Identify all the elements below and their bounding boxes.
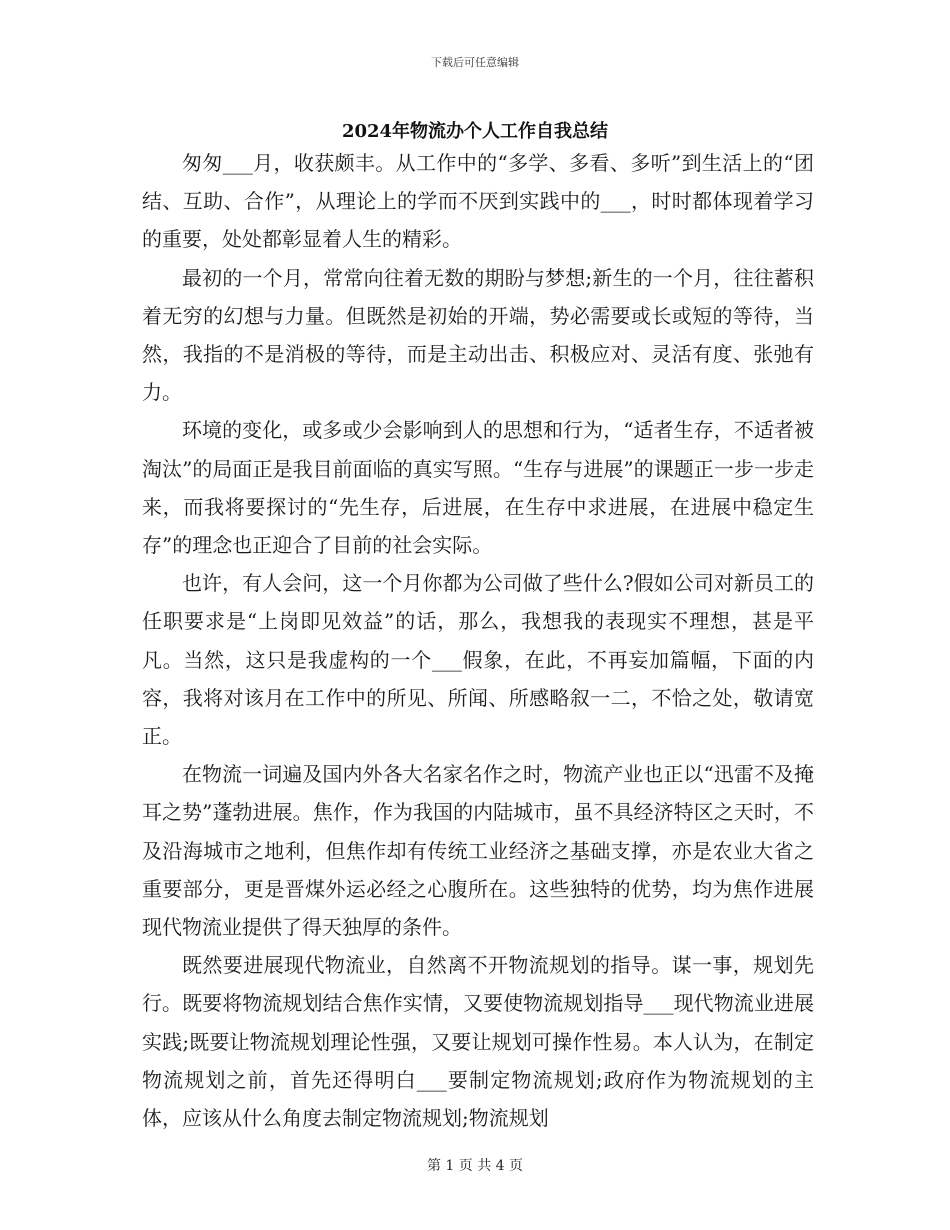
paragraph: 最初的一个月，常常向往着无数的期盼与梦想;新生的一个月，往往蓄积着无穷的幻想与力量。但既然是初始的开端，势必需要或长或短的等待，当然，我指的不是消极的等待，而是主动出击、积极应对、灵活有度、张弛有力。 — [142, 265, 814, 405]
paragraph: 环境的变化，或多或少会影响到人的思想和行为，“适者生存，不适者被淘汰”的局面正是我目前面临的真实写照。“生存与进展”的课题正一步一步走来，而我将要探讨的“先生存，后进展，在生存中求进展，在进展中稳定生存”的理念也正迎合了目前的社会实际。 — [142, 418, 814, 558]
paragraph: 也许，有人会问，这一个月你都为公司做了些什么?假如公司对新员工的任职要求是“上岗即见效益”的话，那么，我想我的表现实不理想，甚是平凡。当然，这只是我虚构的一个___假象，在此，不再妄加篇幅，下面的内容，我将对该月在工作中的所见、所闻、所感略叙一二，不恰之处，敬请宽正。 — [142, 571, 814, 749]
paragraph: 在物流一词遍及国内外各大名家名作之时，物流产业也正以“迅雷不及掩耳之势”蓬勃进展。焦作，作为我国的内陆城市，虽不具经济特区之天时，不及沿海城市之地利，但焦作却有传统工业经济之基础支撑，亦是农业大省之重要部分，更是晋煤外运必经之心腹所在。这些独特的优势，均为焦作进展现代物流业提供了得天独厚的条件。 — [142, 762, 814, 940]
paragraph: 既然要进展现代物流业，自然离不开物流规划的指导。谋一事，规划先行。既要将物流规划结合焦作实情，又要使物流规划指导___现代物流业进展实践;既要让物流规划理论性强，又要让规划可操作性易。本人认为，在制定物流规划之前，首先还得明白___要制定物流规划;政府作为物流规划的主体，应该从什么角度去制定物流规划;物流规划 — [142, 953, 814, 1131]
header-note: 下载后可任意编辑 — [431, 56, 519, 69]
paragraph: 匆匆___月，收获颇丰。从工作中的“多学、多看、多听”到生活上的“团结、互助、合作”，从理论上的学而不厌到实践中的___，时时都体现着学习的重要，处处都彰显着人生的精彩。 — [142, 151, 814, 252]
document-body — [142, 144, 814, 1137]
page-number: 第 1 页 共 4 页 — [426, 1158, 524, 1174]
document-title: 2024年物流办个人工作自我总结 — [341, 121, 609, 142]
